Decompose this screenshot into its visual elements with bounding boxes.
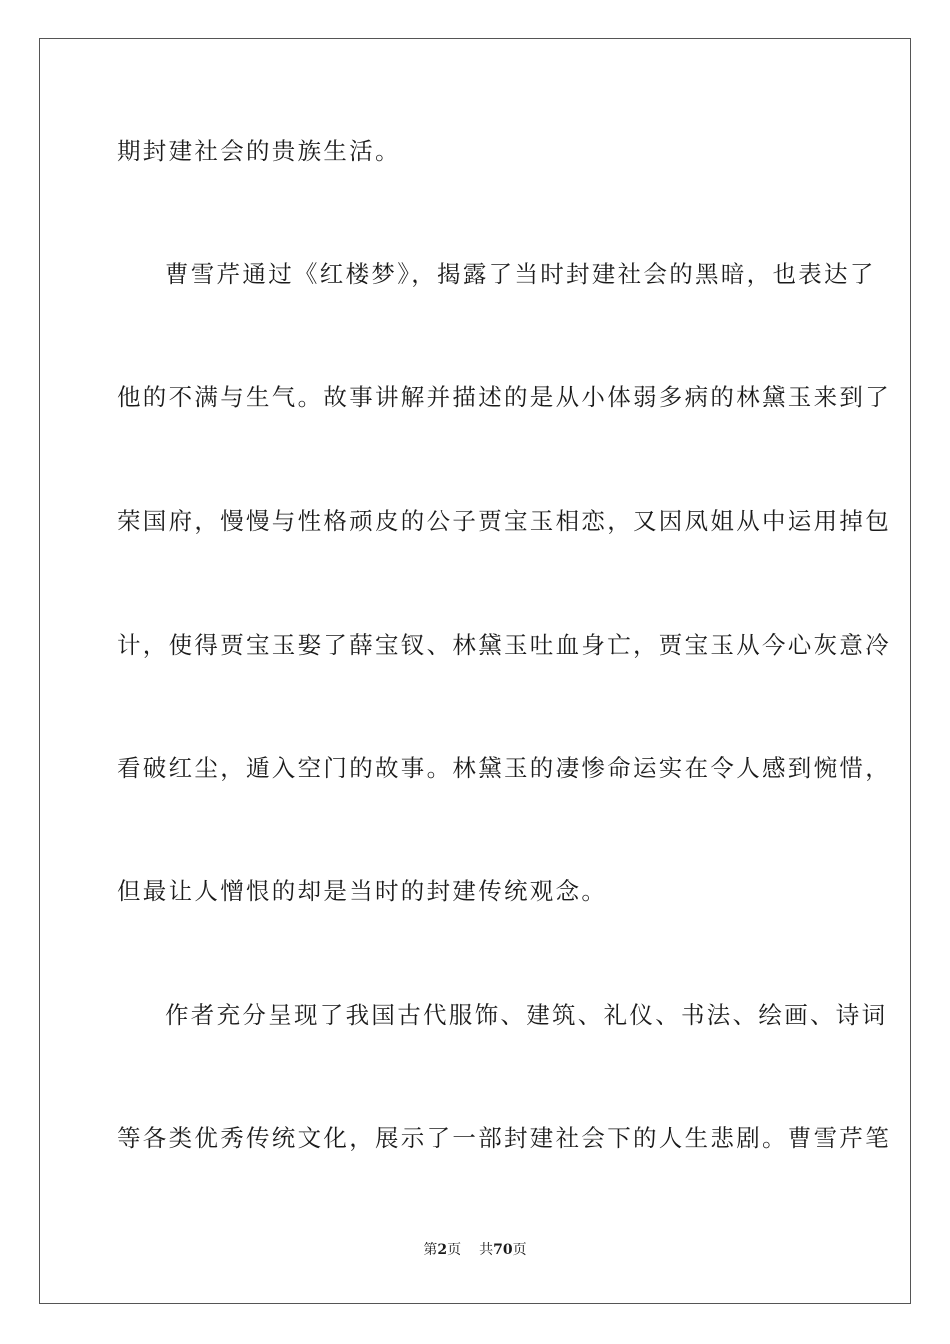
text-line: 等各类优秀传统文化，展示了一部封建社会下的人生悲剧。曹雪芹笔: [117, 1124, 891, 1152]
paragraph-first-line: 曹雪芹通过《红楼梦》，揭露了当时封建社会的黑暗，也表达了: [165, 260, 876, 288]
text-line: 他的不满与生气。故事讲解并描述的是从小体弱多病的林黛玉来到了: [117, 383, 891, 411]
paragraph-first-line: 作者充分呈现了我国古代服饰、建筑、礼仪、书法、绘画、诗词: [165, 1001, 888, 1029]
total-suffix: 页: [512, 1242, 527, 1258]
text-line: 计，使得贾宝玉娶了薛宝钗、林黛玉吐血身亡，贾宝玉从今心灰意冷: [117, 631, 891, 659]
page-prefix: 第: [423, 1242, 438, 1258]
total-pages: 70: [493, 1242, 513, 1258]
text-line: 但最让人憎恨的却是当时的封建传统观念。: [117, 877, 608, 905]
page-footer: [0, 1240, 950, 1260]
page-suffix: 页: [447, 1242, 462, 1258]
page-border: [39, 38, 911, 1304]
total-prefix: 共: [479, 1242, 494, 1258]
text-line: 荣国府，慢慢与性格顽皮的公子贾宝玉相恋，又因凤姐从中运用掉包: [117, 507, 891, 535]
text-line: 期封建社会的贵族生活。: [117, 137, 401, 165]
page-number: 2: [437, 1242, 448, 1258]
text-line: 看破红尘，遁入空门的故事。林黛玉的凄惨命运实在令人感到惋惜，: [117, 754, 891, 782]
